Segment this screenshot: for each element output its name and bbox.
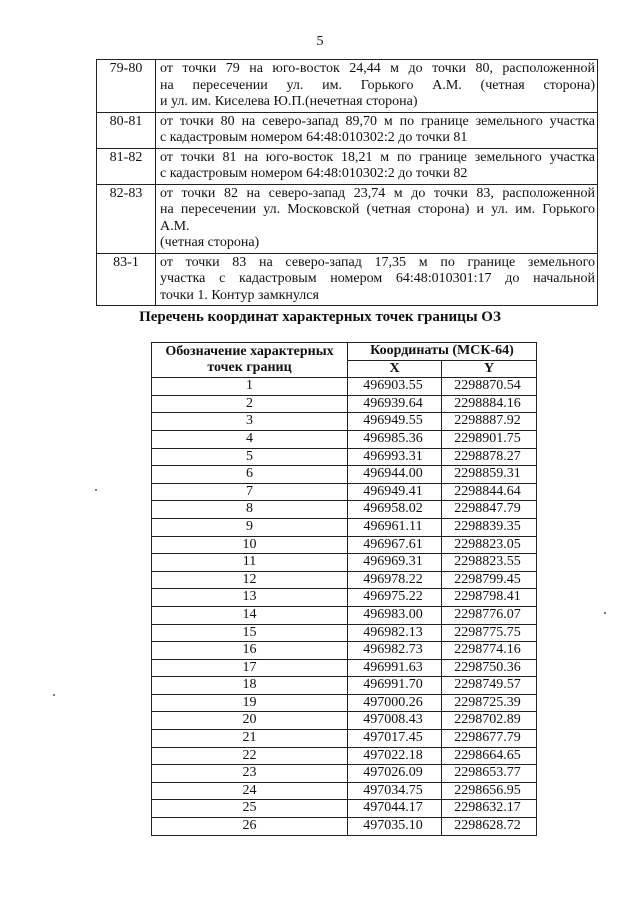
table-row [152, 800, 537, 818]
coord-x: 496982.13 [348, 624, 442, 642]
table-row [152, 642, 537, 660]
segment-row [97, 148, 598, 184]
point-number: 5 [152, 448, 348, 466]
table-row [152, 501, 537, 519]
point-number: 15 [152, 624, 348, 642]
boundary-segments-table [96, 59, 598, 306]
segment-row [97, 60, 598, 113]
coord-y: 2298776.07 [442, 606, 537, 624]
segment-line: (четная сторона) [160, 235, 260, 250]
point-number: 6 [152, 466, 348, 484]
point-number: 13 [152, 589, 348, 607]
segment-line: на пересечении ул. Московской (четная сторона) и ул. им. Горького А.М. [160, 202, 595, 234]
coord-y: 2298632.17 [442, 800, 537, 818]
point-number: 7 [152, 483, 348, 501]
coord-y: 2298677.79 [442, 730, 537, 748]
coord-x: 496949.55 [348, 413, 442, 431]
header-point-designation: Обозначение характерных точек границ [152, 343, 348, 378]
point-number: 18 [152, 677, 348, 695]
coord-x: 497017.45 [348, 730, 442, 748]
coord-x: 497034.75 [348, 782, 442, 800]
coord-y: 2298844.64 [442, 483, 537, 501]
table-row [152, 430, 537, 448]
segment-line: с кадастровым номером 64:48:010302:2 до точки 82 [160, 166, 468, 181]
segment-row [97, 112, 598, 148]
segment-description [156, 253, 598, 306]
coord-x: 496903.55 [348, 378, 442, 396]
table-row [152, 730, 537, 748]
table-row [152, 413, 537, 431]
point-number: 20 [152, 712, 348, 730]
segment-line: и ул. им. Киселева Ю.П.(нечетная сторона) [160, 94, 418, 109]
coord-y: 2298628.72 [442, 818, 537, 836]
point-number: 24 [152, 782, 348, 800]
coord-y: 2298901.75 [442, 430, 537, 448]
coord-x: 496985.36 [348, 430, 442, 448]
coord-x: 497000.26 [348, 694, 442, 712]
coord-x: 496939.64 [348, 395, 442, 413]
table-row [152, 589, 537, 607]
point-number: 23 [152, 765, 348, 783]
coord-y: 2298749.57 [442, 677, 537, 695]
point-number: 16 [152, 642, 348, 660]
table-row [152, 395, 537, 413]
coord-x: 497026.09 [348, 765, 442, 783]
coord-x: 497022.18 [348, 747, 442, 765]
coord-x: 496991.63 [348, 659, 442, 677]
coord-x: 496944.00 [348, 466, 442, 484]
coord-y: 2298839.35 [442, 518, 537, 536]
coord-y: 2298823.05 [442, 536, 537, 554]
coord-y: 2298798.41 [442, 589, 537, 607]
coord-x: 496983.00 [348, 606, 442, 624]
point-number: 8 [152, 501, 348, 519]
coord-x: 497008.43 [348, 712, 442, 730]
segment-row [97, 184, 598, 253]
table-row [152, 483, 537, 501]
segment-line: от точки 82 на северо-запад 23,74 м до точки 83, расположенной [160, 185, 595, 201]
table-row [152, 536, 537, 554]
coord-y: 2298823.55 [442, 554, 537, 572]
point-number: 9 [152, 518, 348, 536]
segment-line: точки 1. Контур замкнулся [160, 287, 319, 303]
coord-y: 2298656.95 [442, 782, 537, 800]
table-row [152, 518, 537, 536]
coord-y: 2298702.89 [442, 712, 537, 730]
point-number: 14 [152, 606, 348, 624]
segment-description [156, 60, 598, 113]
segment-description [156, 184, 598, 253]
point-number: 21 [152, 730, 348, 748]
table-row [152, 554, 537, 572]
coord-y: 2298775.75 [442, 624, 537, 642]
coord-x: 497044.17 [348, 800, 442, 818]
header-coordinates: Координаты (МСК-64) [348, 343, 537, 361]
point-number: 2 [152, 395, 348, 413]
coord-y: 2298653.77 [442, 765, 537, 783]
coord-x: 496961.11 [348, 518, 442, 536]
header-x: X [348, 360, 442, 378]
coord-y: 2298664.65 [442, 747, 537, 765]
point-number: 1 [152, 378, 348, 396]
coord-y: 2298799.45 [442, 571, 537, 589]
coord-y: 2298774.16 [442, 642, 537, 660]
point-number: 10 [152, 536, 348, 554]
coord-x: 496982.73 [348, 642, 442, 660]
segment-line: от точки 83 на северо-запад 17,35 м по границе земельного [160, 254, 595, 270]
coord-y: 2298870.54 [442, 378, 537, 396]
segment-line: от точки 81 на юго-восток 18,21 м по границе земельного участка [160, 149, 595, 165]
scan-speck [53, 694, 55, 696]
coord-y: 2298847.79 [442, 501, 537, 519]
coord-x: 496969.31 [348, 554, 442, 572]
coords-heading: Перечень координат характерных точек границы ОЗ [139, 309, 501, 325]
coord-x: 496967.61 [348, 536, 442, 554]
point-number: 19 [152, 694, 348, 712]
point-number: 26 [152, 818, 348, 836]
point-number: 22 [152, 747, 348, 765]
table-row [152, 571, 537, 589]
coord-y: 2298725.39 [442, 694, 537, 712]
coord-x: 496975.22 [348, 589, 442, 607]
segment-line: на пересечении ул. им. Горького А.М. (четная сторона) [160, 77, 595, 93]
segment-id: 80-81 [97, 112, 156, 148]
coordinates-table [151, 342, 537, 836]
coord-x: 496991.70 [348, 677, 442, 695]
header-y: Y [442, 360, 537, 378]
segment-id: 82-83 [97, 184, 156, 253]
table-row [152, 378, 537, 396]
table-row [152, 818, 537, 836]
page-number: 5 [316, 34, 324, 49]
table-row [152, 677, 537, 695]
table-row [152, 659, 537, 677]
point-number: 3 [152, 413, 348, 431]
point-number: 25 [152, 800, 348, 818]
segment-line: с кадастровым номером 64:48:010302:2 до точки 81 [160, 130, 468, 145]
table-row [152, 606, 537, 624]
table-row [152, 782, 537, 800]
table-row [152, 747, 537, 765]
coord-x: 496949.41 [348, 483, 442, 501]
point-number: 4 [152, 430, 348, 448]
segment-line: от точки 80 на северо-запад 89,70 м по границе земельного участка [160, 113, 595, 129]
point-number: 12 [152, 571, 348, 589]
table-row [152, 712, 537, 730]
table-row [152, 765, 537, 783]
segment-description [156, 148, 598, 184]
segment-description [156, 112, 598, 148]
scan-speck [604, 612, 606, 614]
segment-id: 81-82 [97, 148, 156, 184]
segment-id: 79-80 [97, 60, 156, 113]
point-number: 11 [152, 554, 348, 572]
coord-y: 2298859.31 [442, 466, 537, 484]
table-row [152, 466, 537, 484]
coord-y: 2298750.36 [442, 659, 537, 677]
segment-line: участка с кадастровым номером 64:48:010301:17 до начальной [160, 271, 595, 286]
coord-x: 496993.31 [348, 448, 442, 466]
segment-row [97, 253, 598, 306]
coord-x: 497035.10 [348, 818, 442, 836]
coord-y: 2298884.16 [442, 395, 537, 413]
coord-x: 496958.02 [348, 501, 442, 519]
table-row [152, 694, 537, 712]
coord-x: 496978.22 [348, 571, 442, 589]
segment-line: от точки 79 на юго-восток 24,44 м до точки 80, расположенной [160, 61, 595, 76]
segment-id: 83-1 [97, 253, 156, 306]
point-number: 17 [152, 659, 348, 677]
table-row [152, 448, 537, 466]
coord-y: 2298887.92 [442, 413, 537, 431]
scan-speck [95, 489, 97, 491]
table-row [152, 624, 537, 642]
coord-y: 2298878.27 [442, 448, 537, 466]
